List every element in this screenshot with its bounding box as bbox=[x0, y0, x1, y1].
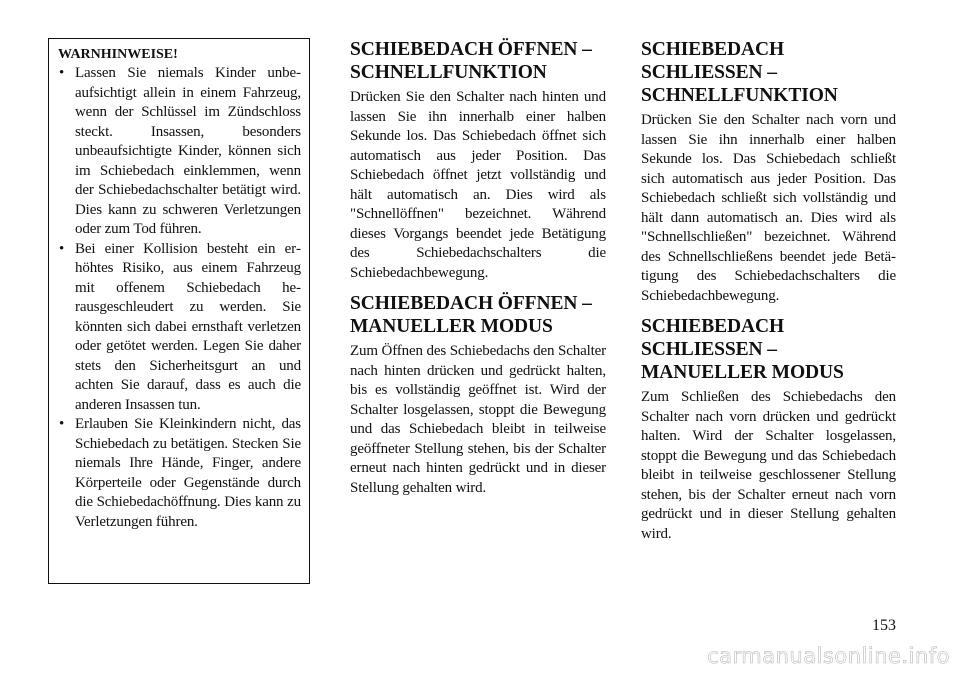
warning-item: • Lassen Sie niemals Kinder unbeaufsichtigt allein in einem Fahrzeug, wenn der Schlüssel im Zündschloss steckt. Insassen, besonders unbeaufsichtigte Kinder, können sich im Schiebedach einklemmen, wenn der Schiebedachschalter betätigt wird. Dies kann zu schweren Verletzungen oder zum Tod führen. bbox=[58, 64, 301, 240]
section-body-close-manual: Zum Schließen des Schiebedachs den Schalter nach vorn drücken und gedrückt halten. Wird der Schalter losgelassen, stoppt die Bewegung und das Schiebedach bleibt in teilweise geschlossener Stellung stehen, bis der Schalter erneut nach vorn gedrückt und in dieser Stellung gehalten wird. bbox=[641, 389, 896, 542]
section-heading-close-manual: SCHIEBEDACH SCHLIESSEN – MANUELLER MODUS bbox=[641, 316, 844, 383]
warning-title: WARNHINWEISE! bbox=[58, 47, 178, 62]
section-heading-close-quick: SCHIEBEDACH SCHLIESSEN – SCHNELLFUNKTION bbox=[641, 39, 838, 106]
section-heading-open-quick: SCHIEBEDACH ÖFFNEN – SCHNELLFUNKTION bbox=[350, 39, 592, 83]
watermark: carmanualsonline.info bbox=[707, 644, 950, 668]
warning-list bbox=[58, 64, 301, 532]
page-number: 153 bbox=[872, 617, 896, 634]
section-body-open-quick: Drücken Sie den Schalter nach hinten und lassen Sie ihn innerhalb einer halben Sekunde los. Das Schiebedach öffnet sich automatisch aus jeder Position. Das Schiebedach öffnet jetzt vollständig und hält automatisch an. Dies wird als "Schnellöffnen" bezeichnet. Während dieses Vorgangs beendet jede Betätigung des Schiebedachschalters die Schiebedachbewegung. bbox=[350, 89, 606, 281]
warning-box bbox=[48, 38, 310, 584]
middle-column bbox=[350, 38, 606, 507]
section-body-open-manual: Zum Öffnen des Schiebedachs den Schalter nach hinten drücken und gedrückt halten, bis es vollständig geöffnet ist. Wird der Schalter losgelassen, stoppt die Bewegung und das Schiebedach bleibt in teilweise geöffneter Stellung stehen, bis der Schalter erneut nach hinten gedrückt und in dieser Stellung gehalten wird. bbox=[350, 343, 606, 496]
warning-item: • Erlauben Sie Kleinkindern nicht, das Schiebedach zu betätigen. Stecken Sie niemals Ihre Hände, Finger, andere Körperteile oder Gegenstände durch die Schiebedachöffnung. Dies kann zu Verletzungen führen. bbox=[58, 415, 301, 532]
right-column bbox=[641, 38, 896, 553]
warning-item: • Bei einer Kollision besteht ein erhöhtes Risiko, aus einem Fahrzeug mit offenem Schiebedach herausgeschleudert zu werden. Sie könnten sich dabei ernsthaft verletzen oder getötet werden. Legen Sie daher stets den Sicherheitsgurt an und achten Sie darauf, dass es auch die anderen Insassen tun. bbox=[58, 240, 301, 416]
section-body-close-quick: Drücken Sie den Schalter nach vorn und lassen Sie ihn innerhalb einer halben Sekunde los. Das Schiebedach schließt sich automatisch aus jeder Position. Das Schiebedach schließt sich vollständig und hält dann automatisch an. Dies wird als "Schnellschließen" bezeichnet. Während des Schnellschließens beendet jede Betätigung des Schiebedachschalters die Schiebedachbewegung. bbox=[641, 112, 896, 304]
section-heading-open-manual: SCHIEBEDACH ÖFFNEN – MANUELLER MODUS bbox=[350, 293, 592, 337]
